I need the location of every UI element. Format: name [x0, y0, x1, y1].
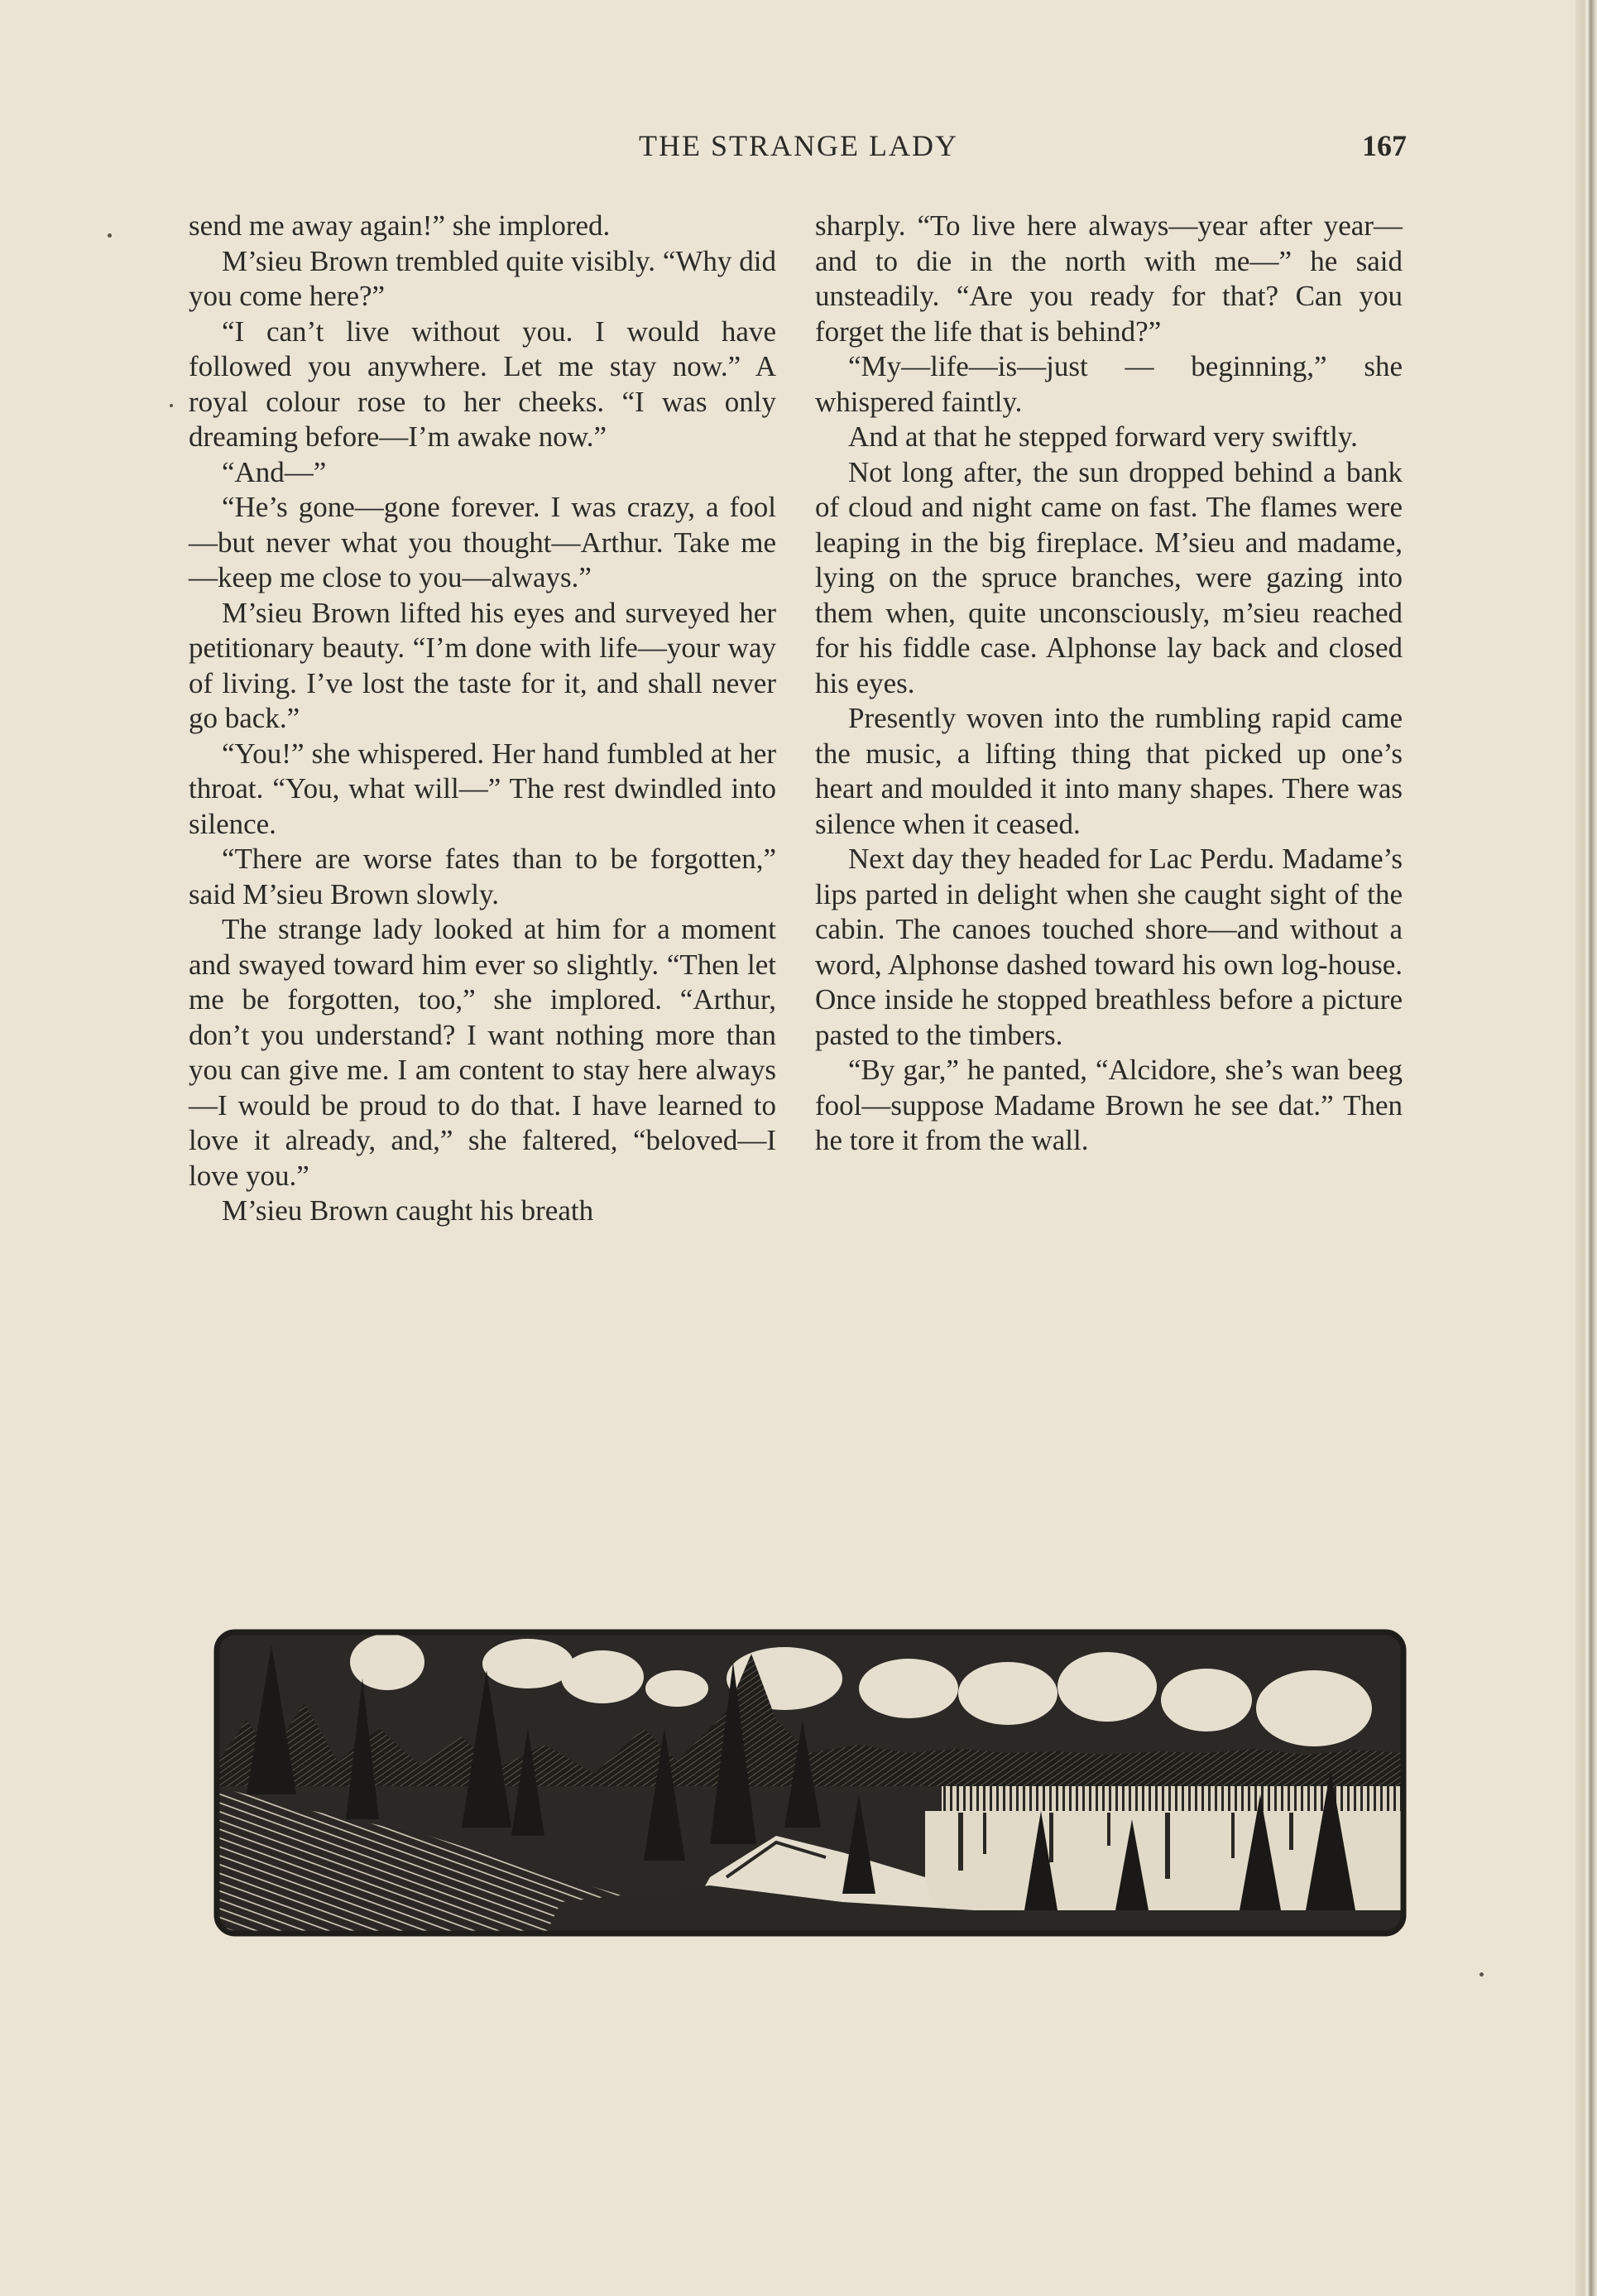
paragraph: Presently woven into the rumbling rapid came the music, a lifting thing that picked up one’s heart and moulded it into many shapes. There was silence when it ceased. [815, 702, 1403, 840]
paragraph: “By gar,” he panted, “Alcidore, she’s wan beeg fool—suppose Madame Brown he see dat.” Then he tore it from the wall. [815, 1054, 1403, 1156]
paragraph: “There are worse fates than to be forgotten,” said M’sieu Brown slowly. [189, 843, 776, 910]
woodcut-landscape-image [213, 1629, 1407, 1937]
paragraph: “I can’t live without you. I would have followed you anywhere. Let me stay now.” A royal colour rose to her cheeks. “I was only dreaming before—I’m awake now.” [189, 315, 776, 453]
page-edge [1575, 0, 1597, 2296]
paper-speck [1480, 1972, 1484, 1977]
paragraph: “He’s gone—gone forever. I was crazy, a fool—but never what you thought—Arthur. Take me—keep me close to you—always.” [189, 491, 776, 593]
paragraph: M’sieu Brown lifted his eyes and surveyed her petitionary beauty. “I’m done with life—your way of living. I’ve lost the taste for it, and shall never go back.” [189, 596, 776, 734]
paragraph: M’sieu Brown trembled quite visibly. “Why did you come here?” [189, 244, 776, 312]
paper-speck [108, 233, 112, 238]
paragraph: Next day they headed for Lac Perdu. Madame’s lips parted in delight when she caught sight of the cabin. The canoes touched shore—and without a word, Alphonse dashed toward his own log-house. Once inside he stopped breathless before a picture pasted to the timbers. [815, 843, 1403, 1051]
paragraph: “You!” she whispered. Her hand fumbled at her throat. “You, what will—” The rest dwindled into silence. [189, 737, 776, 840]
page-number: 167 [1362, 129, 1407, 162]
paragraph: And at that he stepped forward very swiftly. [848, 420, 1358, 453]
running-title: THE STRANGE LADY [639, 129, 958, 162]
paragraph: Not long after, the sun dropped behind a bank of cloud and night came on fast. The flames were leaping in the big fireplace. M’sieu and madame, lying on the spruce branches, were gazing into them when, quite unconsciously, m’sieu reached for his fiddle case. Alphonse lay back and closed his eyes. [815, 455, 1403, 699]
paragraph: send me away again!” she implored. [189, 209, 611, 242]
paper-speck [170, 404, 173, 407]
paragraph: “And—” [222, 455, 327, 488]
running-header [190, 128, 1407, 170]
paragraph: “My—life—is—just — beginning,” she whispered faintly. [815, 350, 1403, 418]
woodcut-illustration [213, 1629, 1407, 1937]
paragraph: sharply. “To live here always—year after year—and to die in the north with me—” he said unsteadily. “Are you ready for that? Can you forget the life that is behind?” [815, 209, 1403, 348]
right-column [815, 209, 1403, 1159]
paragraph: The strange lady looked at him for a moment and swayed toward him ever so slightly. “Then let me be forgotten, too,” she implored. “Arthur, don’t you understand? I want nothing more than you can give me. I am content to stay here always—I would be proud to do that. I have learned to love it already, and,” she faltered, “beloved—I love you.” [189, 913, 776, 1192]
paragraph: M’sieu Brown caught his breath [222, 1194, 594, 1227]
left-column [189, 209, 776, 1229]
